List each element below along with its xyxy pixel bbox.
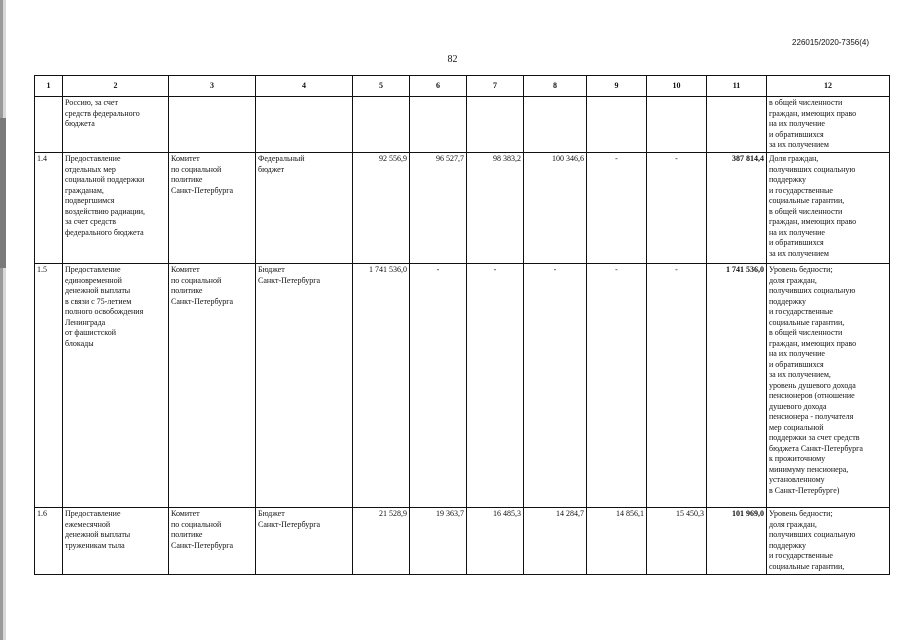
cell-line: и государственные <box>769 307 833 316</box>
cell-line: к прожиточному <box>769 454 826 463</box>
cell-value-col-8: - <box>524 264 587 508</box>
column-header-7: 7 <box>467 76 524 97</box>
cell-line: поддержку <box>769 540 807 550</box>
row-number <box>35 97 63 153</box>
column-header-4: 4 <box>256 76 353 97</box>
cell-line: в общей численности <box>769 206 843 216</box>
cell-line: Доля граждан, <box>769 154 819 163</box>
cell-value-col-7: 16 485,3 <box>467 508 524 575</box>
cell-value-col-10: - <box>647 153 707 264</box>
cell-col-12 <box>767 264 890 508</box>
column-header-2: 2 <box>63 76 169 97</box>
cell-col-2 <box>63 97 169 153</box>
cell-line: Уровень бедности; <box>769 509 833 518</box>
cell-value-col-11: 1 741 536,0 <box>707 264 767 508</box>
cell-line: поддержки за счет средств <box>769 433 860 442</box>
cell-line: уровень душевого дохода <box>769 380 856 390</box>
cell-col-3 <box>169 97 256 153</box>
cell-line: Уровень бедности; <box>769 265 833 274</box>
cell-line: отдельных мер <box>65 164 116 174</box>
cell-line: Санкт-Петербурга <box>171 296 234 306</box>
cell-value-col-10: 15 450,3 <box>647 508 707 575</box>
cell-line: политике <box>171 286 203 295</box>
cell-value-col-11 <box>707 97 767 153</box>
cell-value-col-8: 14 284,7 <box>524 508 587 575</box>
cell-line: по социальной <box>171 519 222 529</box>
cell-line: Комитет <box>171 509 200 518</box>
cell-line: единовременной <box>65 275 122 285</box>
cell-line: граждан, имеющих право <box>769 108 857 118</box>
cell-line: бюджета Санкт-Петербурга <box>769 443 863 453</box>
cell-line: душевого дохода <box>769 401 827 411</box>
cell-line: за их получением, <box>769 370 831 379</box>
column-header-3: 3 <box>169 76 256 97</box>
column-header-6: 6 <box>410 76 467 97</box>
cell-value-col-9 <box>587 97 647 153</box>
cell-line: ежемесячной <box>65 519 111 529</box>
table-row <box>35 97 890 153</box>
cell-value-col-10 <box>647 97 707 153</box>
cell-value-col-9: - <box>587 264 647 508</box>
program-table <box>34 75 890 575</box>
cell-line: социальные гарантии, <box>769 196 845 205</box>
cell-value-col-11: 101 969,0 <box>707 508 767 575</box>
cell-value-col-6: 19 363,7 <box>410 508 467 575</box>
cell-line: Санкт-Петербурга <box>258 275 321 285</box>
cell-line: в общей численности <box>769 328 843 337</box>
cell-line: установленному <box>769 475 825 484</box>
cell-line: Россию, за счет <box>65 98 118 107</box>
cell-value-col-5: 21 528,9 <box>353 508 410 575</box>
cell-line: социальной поддержки <box>65 175 145 184</box>
cell-line: Предоставление <box>65 265 121 274</box>
cell-line: Предоставление <box>65 154 121 163</box>
cell-line: пенсионера - получателя <box>769 412 854 421</box>
cell-value-col-8 <box>524 97 587 153</box>
cell-value-col-5: 1 741 536,0 <box>353 264 410 508</box>
cell-col-2 <box>63 508 169 575</box>
cell-line: Предоставление <box>65 509 121 518</box>
cell-line: поддержку <box>769 296 807 306</box>
table-body <box>35 76 890 575</box>
cell-line: получивших социальную <box>769 530 856 539</box>
column-header-8: 8 <box>524 76 587 97</box>
header-row <box>35 76 890 97</box>
cell-col-12 <box>767 153 890 264</box>
cell-line: в Санкт-Петербурге) <box>769 485 840 495</box>
cell-line: Санкт-Петербурга <box>171 185 234 195</box>
cell-value-col-5 <box>353 97 410 153</box>
cell-value-col-6: 96 527,7 <box>410 153 467 264</box>
cell-line: федерального бюджета <box>65 227 144 237</box>
row-number: 1.6 <box>35 508 63 575</box>
cell-line: Ленинграда <box>65 317 106 327</box>
cell-line: средств федерального <box>65 108 140 118</box>
cell-line: Бюджет <box>258 509 285 518</box>
cell-value-col-5: 92 556,9 <box>353 153 410 264</box>
cell-line: денежной выплаты <box>65 530 131 539</box>
cell-col-3 <box>169 153 256 264</box>
document-id: 226015/2020-7356(4) <box>792 38 869 47</box>
column-header-5: 5 <box>353 76 410 97</box>
cell-line: блокады <box>65 338 94 348</box>
cell-line: за их получением <box>769 140 829 149</box>
cell-line: граждан, имеющих право <box>769 217 857 226</box>
column-header-10: 10 <box>647 76 707 97</box>
cell-line: на их получение <box>769 349 825 358</box>
column-header-11: 11 <box>707 76 767 97</box>
cell-col-12 <box>767 508 890 575</box>
cell-col-12 <box>767 97 890 153</box>
column-header-1: 1 <box>35 76 63 97</box>
cell-line: по социальной <box>171 164 222 174</box>
cell-line: за их получением <box>769 248 829 258</box>
cell-value-col-9: 14 856,1 <box>587 508 647 575</box>
row-number: 1.4 <box>35 153 63 264</box>
cell-line: за счет средств <box>65 217 117 226</box>
cell-line: и обратившихся <box>769 359 824 369</box>
cell-line: граждан, имеющих право <box>769 338 857 348</box>
cell-value-col-11: 387 814,4 <box>707 153 767 264</box>
cell-value-col-10: - <box>647 264 707 508</box>
cell-line: Санкт-Петербурга <box>258 519 321 529</box>
cell-line: и государственные <box>769 551 833 560</box>
cell-col-2 <box>63 153 169 264</box>
cell-value-col-6: - <box>410 264 467 508</box>
cell-line: и обратившихся <box>769 129 824 139</box>
cell-value-col-8: 100 346,6 <box>524 153 587 264</box>
cell-line: от фашистской <box>65 328 117 337</box>
cell-line: доля граждан, <box>769 275 817 285</box>
cell-value-col-6 <box>410 97 467 153</box>
cell-line: на их получение <box>769 227 825 237</box>
page-number: 82 <box>447 54 458 65</box>
cell-line: социальные гарантии, <box>769 317 845 327</box>
cell-line: гражданам, <box>65 185 104 195</box>
cell-line: в общей численности <box>769 98 843 107</box>
cell-line: в связи с 75-летием <box>65 296 132 306</box>
cell-line: поддержку <box>769 175 807 184</box>
cell-line: Комитет <box>171 154 200 163</box>
cell-line: подвергшимся <box>65 196 115 205</box>
table-row <box>35 153 890 264</box>
scan-edge-shadow <box>0 118 6 268</box>
cell-line: получивших социальную <box>769 286 856 295</box>
cell-col-4 <box>256 508 353 575</box>
cell-line: и государственные <box>769 185 833 195</box>
cell-value-col-7 <box>467 97 524 153</box>
cell-col-4 <box>256 264 353 508</box>
cell-line: Комитет <box>171 265 200 274</box>
cell-col-3 <box>169 508 256 575</box>
cell-col-4 <box>256 97 353 153</box>
cell-line: Санкт-Петербурга <box>171 540 234 550</box>
cell-line: социальные гарантии, <box>769 561 845 571</box>
cell-line: бюджет <box>258 164 285 174</box>
cell-value-col-7: 98 383,2 <box>467 153 524 264</box>
cell-line: политике <box>171 175 203 184</box>
cell-line: получивших социальную <box>769 164 856 174</box>
cell-col-2 <box>63 264 169 508</box>
cell-col-4 <box>256 153 353 264</box>
table-row <box>35 508 890 575</box>
row-number: 1.5 <box>35 264 63 508</box>
cell-value-col-9: - <box>587 153 647 264</box>
cell-line: бюджета <box>65 119 95 128</box>
cell-value-col-7: - <box>467 264 524 508</box>
table-row <box>35 264 890 508</box>
cell-line: доля граждан, <box>769 519 817 529</box>
column-header-12: 12 <box>767 76 890 97</box>
cell-line: денежной выплаты <box>65 286 131 295</box>
cell-line: и обратившихся <box>769 238 824 247</box>
cell-line: Бюджет <box>258 265 285 274</box>
scan-edge-dark <box>0 0 3 640</box>
cell-col-3 <box>169 264 256 508</box>
cell-line: минимуму пенсионера, <box>769 464 849 474</box>
cell-line: труженикам тыла <box>65 540 125 550</box>
cell-line: Федеральный <box>258 154 305 163</box>
cell-line: по социальной <box>171 275 222 285</box>
cell-line: политике <box>171 530 203 539</box>
cell-line: мер социальной <box>769 422 824 432</box>
cell-line: на их получение <box>769 119 825 128</box>
cell-line: воздействию радиации, <box>65 206 146 216</box>
column-header-9: 9 <box>587 76 647 97</box>
cell-line: полного освобождения <box>65 307 144 316</box>
cell-line: пенсионеров (отношение <box>769 391 855 400</box>
